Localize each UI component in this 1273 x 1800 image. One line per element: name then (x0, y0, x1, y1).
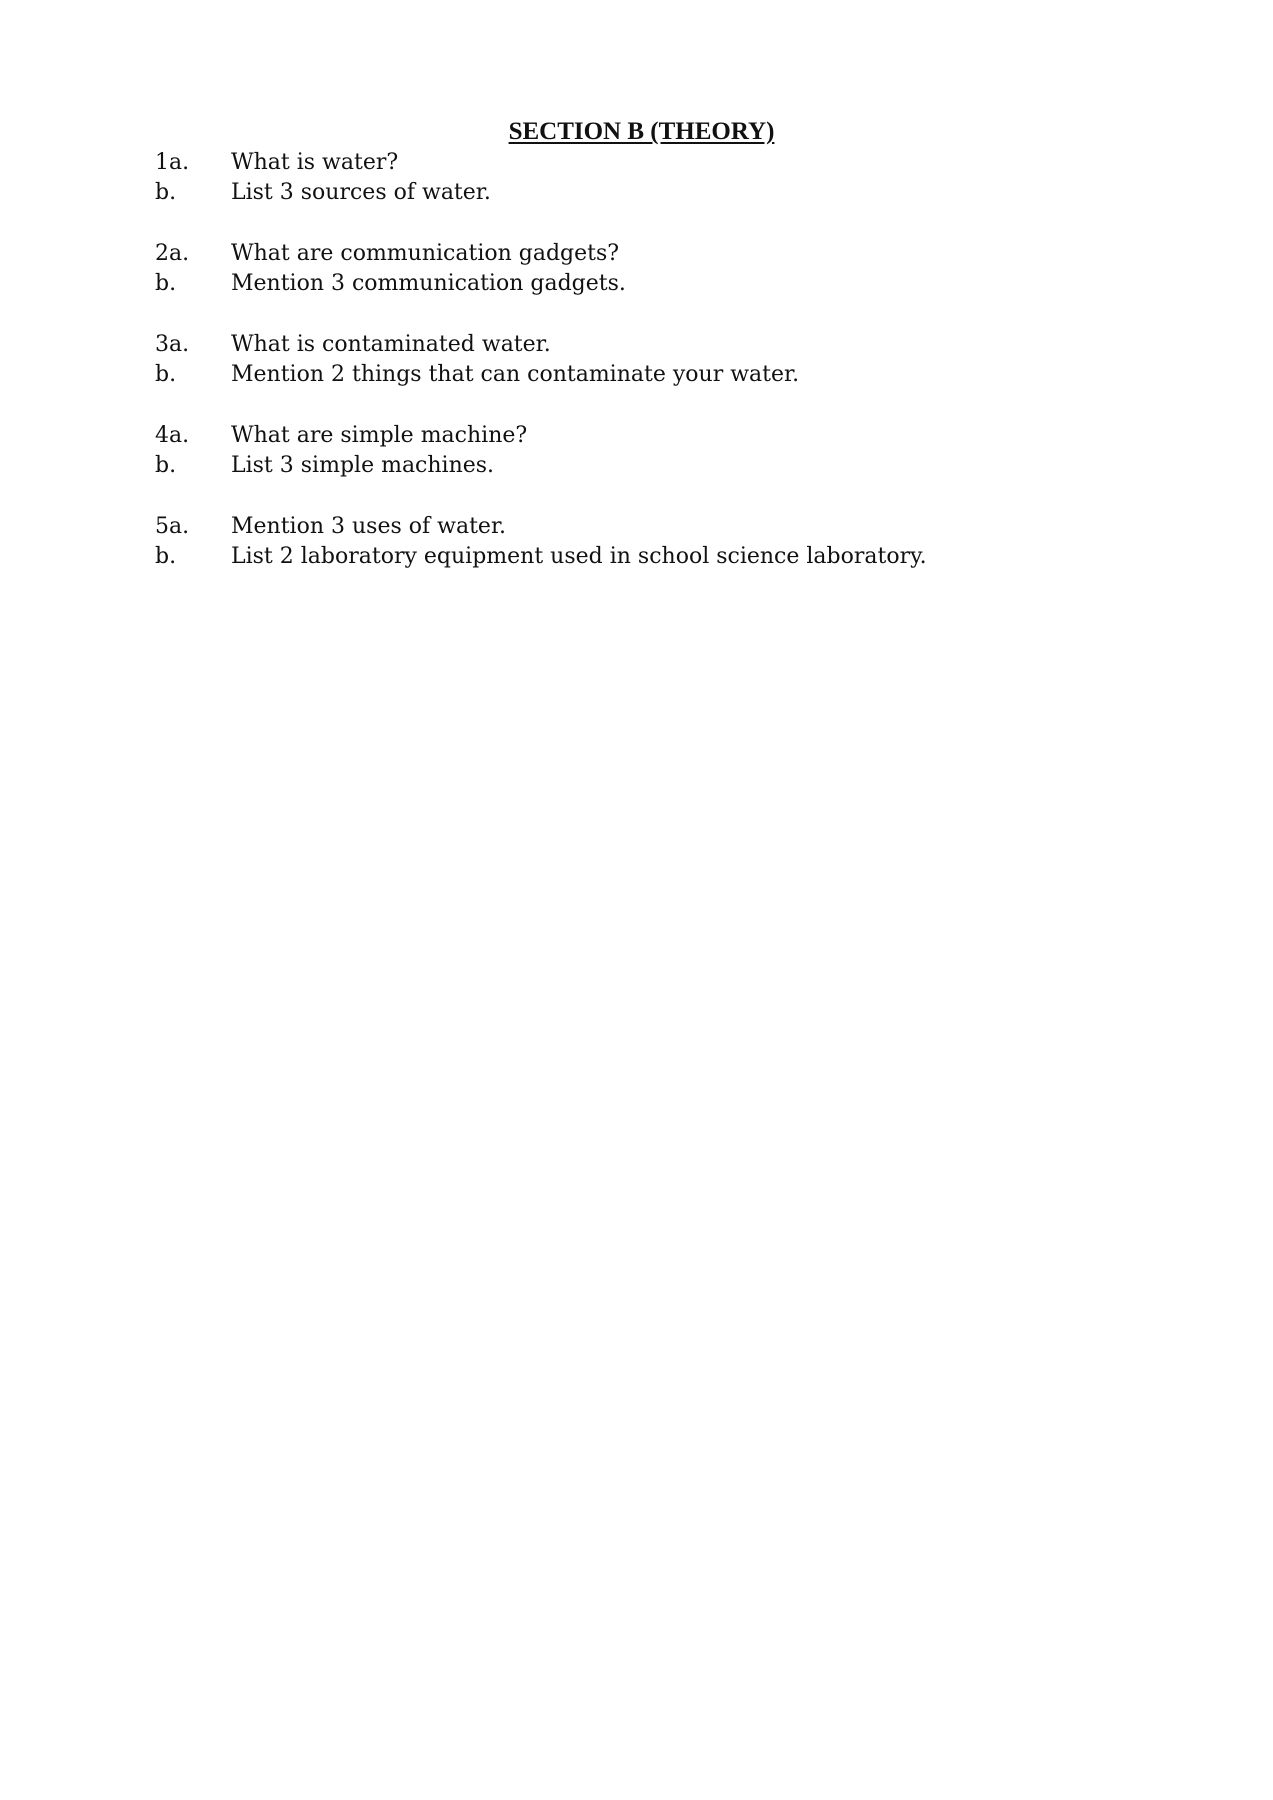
question-2 (155, 239, 1205, 299)
question-part-b (155, 360, 1205, 390)
question-part-b (155, 178, 1205, 208)
question-number: 2a. (155, 241, 190, 266)
question-text: Mention 2 things that can contaminate your water. (231, 362, 800, 387)
question-number: b. (155, 271, 177, 296)
question-number: b. (155, 180, 177, 205)
question-1 (155, 148, 1205, 208)
question-number: 1a. (155, 150, 190, 175)
question-part-a (155, 239, 1205, 269)
section-title: SECTION B (THEORY) (508, 118, 775, 145)
question-number: 5a. (155, 514, 190, 539)
question-number: b. (155, 453, 177, 478)
question-part-a (155, 330, 1205, 360)
question-text: What are simple machine? (231, 423, 528, 448)
question-text: List 3 simple machines. (231, 453, 495, 478)
question-text: What is water? (231, 150, 399, 175)
question-4 (155, 421, 1205, 481)
question-number: 3a. (155, 332, 190, 357)
question-text: Mention 3 communication gadgets. (231, 271, 626, 296)
question-number: b. (155, 362, 177, 387)
question-part-b (155, 542, 1205, 572)
question-part-b (155, 269, 1205, 299)
question-part-b (155, 451, 1205, 481)
question-part-a (155, 148, 1205, 178)
question-list (155, 148, 1205, 603)
question-3 (155, 330, 1205, 390)
question-5 (155, 512, 1205, 572)
question-text: Mention 3 uses of water. (231, 514, 507, 539)
question-number: 4a. (155, 423, 190, 448)
question-text: List 3 sources of water. (231, 180, 491, 205)
question-text: List 2 laboratory equipment used in school science laboratory. (231, 544, 927, 569)
question-number: b. (155, 544, 177, 569)
question-part-a (155, 512, 1205, 542)
question-part-a (155, 421, 1205, 451)
question-text: What are communication gadgets? (231, 241, 620, 266)
question-text: What is contaminated water. (231, 332, 551, 357)
